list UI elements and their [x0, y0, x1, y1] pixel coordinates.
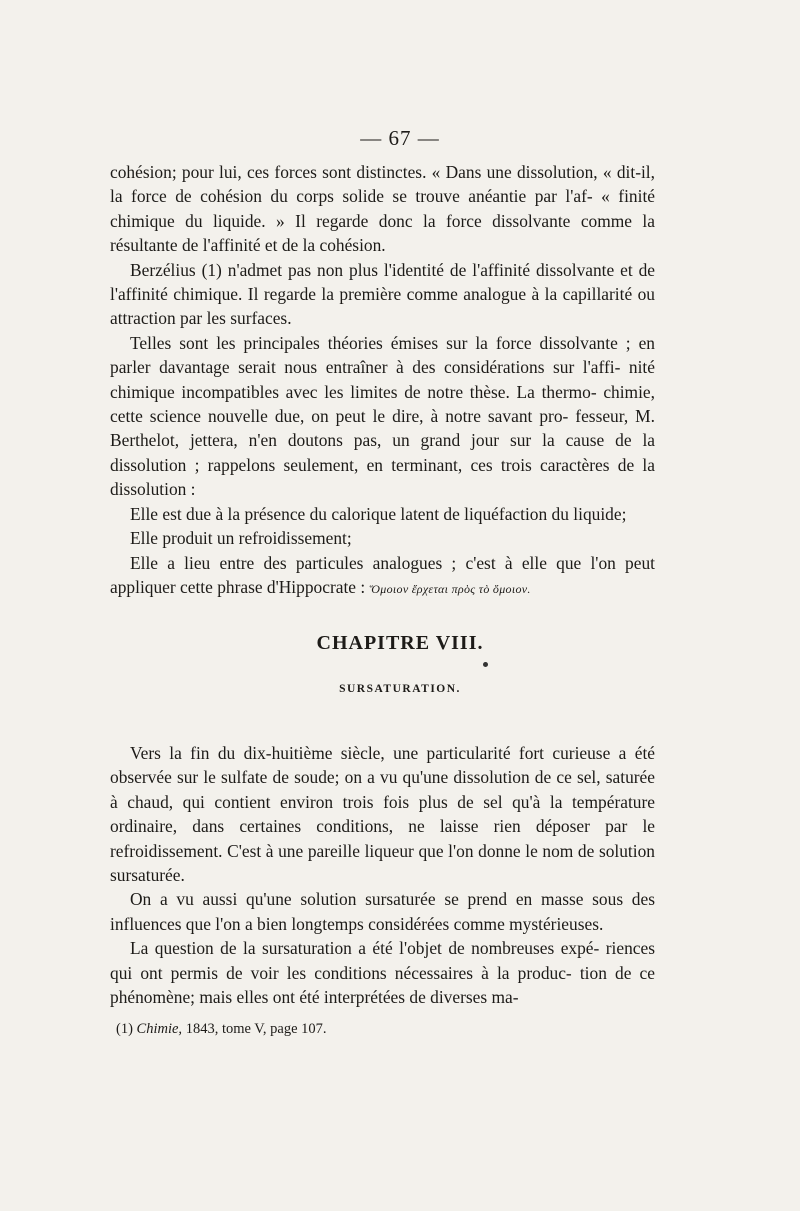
page-number: — 67 — — [360, 126, 440, 150]
chapter-title: CHAPITRE VIII. — [316, 632, 484, 654]
paragraph: La question de la sursaturation a été l'objet de nombreuses expé- riences qui ont permis de voir les conditions nécessaires à la produc- tion de ce phénomène; mais elles ont été interprétées de diverses ma- — [110, 938, 655, 1008]
paragraph: Elle produit un refroidissement; — [130, 528, 352, 549]
greek-quote: Ὅμοιον ἔρχεται πρὸς τὸ ὅμοιον. — [369, 581, 531, 596]
footnote-source: Chimie, — [136, 1021, 183, 1037]
footnote — [116, 1021, 616, 1038]
paragraph: cohésion; pour lui, ces forces sont distinctes. « Dans une dissolution, « dit-il, la force de cohésion du corps solide se trouve anéantie par l'af- « finité chimique du liquide. » Il regarde donc la force dissolvante comme la résultante de l'affinité et de la cohésion. — [110, 162, 655, 256]
paragraph: Vers la fin du dix-huitième siècle, une particularité fort curieuse a été observée sur le sulfate de soude; on a vu qu'une dissolution de ce sel, saturée à chaud, qui contient environ trois fois plus de sel qu'à la température ordinaire, dans certaines conditions, ne laisse rien déposer par le refroidissement. C'est à une pareille liqueur que l'on donne le nom de solution sursaturée. — [110, 743, 655, 886]
paragraph-hippocrates — [110, 551, 655, 602]
paragraph: On a vu aussi qu'une solution sursaturée se prend en masse sous des influences que l'on a bien longtemps considérées comme mystérieuses. — [110, 889, 655, 934]
section-title: SURSATURATION. — [339, 683, 461, 695]
paragraph: Elle est due à la présence du calorique latent de liquéfaction du liquide; — [130, 503, 627, 524]
footnote-rest: 1843, tome V, page 107. — [182, 1021, 327, 1037]
ornament-dot — [483, 662, 488, 667]
paragraph: Telles sont les principales théories émises sur la force dissolvante ; en parler davantage serait nous entraîner à des considérations sur l'affi- nité chimique incompatibles avec les limites de notre thèse. La thermo- chimie, cette science nouvelle due, on peut le dire, à notre savant pro- fesseur, M. Berthelot, jettera, n'en doutons pas, un grand jour sur la cause de la dissolution ; rappelons seulement, en terminant, ces trois caractères de la dissolution : — [110, 332, 655, 500]
text-block-bottom — [110, 741, 655, 1009]
footnote-marker: (1) — [116, 1021, 133, 1037]
paragraph-text: Elle a lieu entre des particules analogues ; c'est à elle que l'on peut appliquer cette phrase d'Hippocrate : — [110, 552, 655, 597]
paragraph: Berzélius (1) n'admet pas non plus l'identité de l'affinité dissolvante et de l'affinité chimique. Il regarde la première comme analogue à la capillarité ou attraction par les surfaces. — [110, 259, 655, 329]
text-block-top — [110, 160, 655, 601]
